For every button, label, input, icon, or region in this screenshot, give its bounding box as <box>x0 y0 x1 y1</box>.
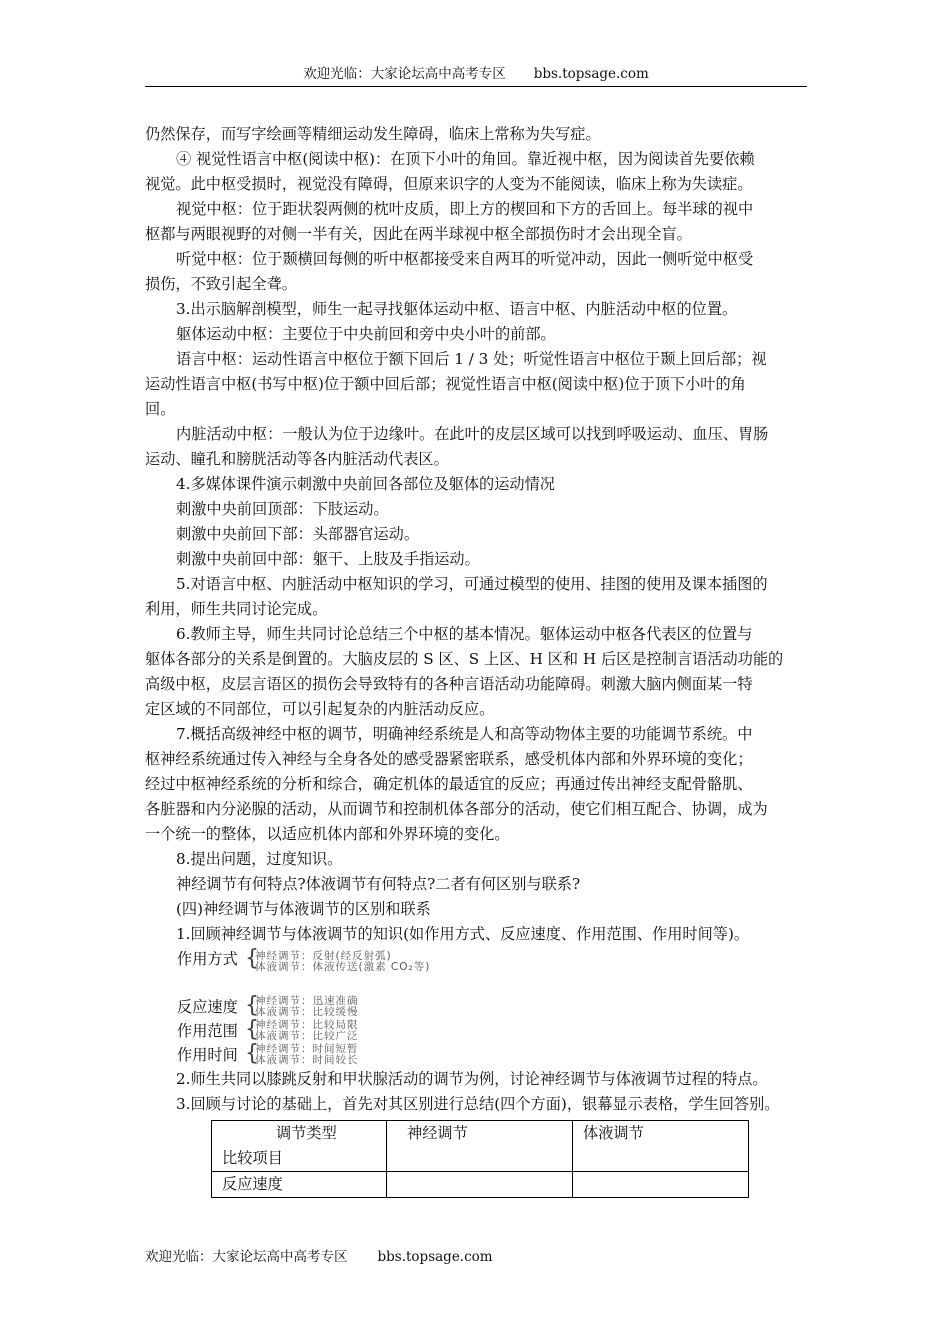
paragraph: 躯体各部分的关系是倒置的。大脑皮层的 S 区、S 上区、H 区和 H 后区是控制言语活动功能的 <box>145 650 784 668</box>
comparison-time <box>145 1043 810 1067</box>
paragraph: 枢神经系统通过传入神经与全身各处的感受器紧密联系，感受机体内部和外界环境的变化； <box>145 750 753 768</box>
comparison-label: 作用方式 <box>177 950 238 968</box>
paragraph: 定区域的不同部位，可以引起复杂的内脏活动反应。 <box>145 700 495 718</box>
paragraph: ④ 视觉性语言中枢(阅读中枢)：在顶下小叶的角回。靠近视中枢，因为阅读首先要依赖 <box>176 150 755 168</box>
paragraph: 各脏器和内分泌腺的活动，从而调节和控制机体各部分的活动，使它们相互配合、协调，成为 <box>145 800 768 818</box>
brace-icon: { <box>245 1041 259 1066</box>
paragraph: 3.出示脑解剖模型，师生一起寻找躯体运动中枢、语言中枢、内脏活动中枢的位置。 <box>176 300 738 318</box>
paragraph: 5.对语言中枢、内脏活动中枢知识的学习，可通过模型的使用、挂图的使用及课本插图的 <box>176 575 768 593</box>
page-header <box>145 62 807 87</box>
comparison-line: 体液调节：时间较长 <box>255 1054 359 1066</box>
table-header-bottom: 比较项目 <box>222 1149 283 1167</box>
comparison-range <box>145 1019 810 1043</box>
comparison-label: 作用时间 <box>177 1046 238 1064</box>
comparison-line: 神经调节：时间短暂 <box>255 1043 359 1055</box>
paragraph: 躯体运动中枢：主要位于中央前回和旁中央小叶的前部。 <box>176 325 556 343</box>
comparison-line: 神经调节：迅速准确 <box>255 995 359 1007</box>
paragraph: 回。 <box>145 400 176 418</box>
paragraph: 刺激中央前回顶部：下肢运动。 <box>176 500 389 518</box>
comparison-line: 体液调节：比较缓慢 <box>255 1006 359 1018</box>
table-header-cell <box>212 1121 387 1172</box>
comparison-label: 作用范围 <box>177 1022 238 1040</box>
paragraph: 枢都与两眼视野的对侧一半有关，因此在两半球视中枢全部损伤时才会出现全盲。 <box>145 225 692 243</box>
paragraph: 运动、瞳孔和膀胱活动等各内脏活动代表区。 <box>145 450 449 468</box>
paragraph: 4.多媒体课件演示刺激中央前回各部位及躯体的运动情况 <box>176 475 555 493</box>
paragraph: 利用，师生共同讨论完成。 <box>145 600 328 618</box>
brace-icon: { <box>245 993 259 1018</box>
table-header-top: 调节类型 <box>276 1124 337 1142</box>
comparison-line: 体液调节：体液传送(激素 CO₂等) <box>255 961 431 973</box>
comparison-lines <box>255 1020 359 1042</box>
paragraph: 语言中枢：运动性语言中枢位于额下回后 1 / 3 处；听觉性语言中枢位于颞上回后部；视 <box>176 350 767 368</box>
comparison-line: 体液调节：比较广泛 <box>255 1030 359 1042</box>
footer-site-link[interactable]: bbs.topsage.com <box>377 1249 493 1265</box>
paragraph: 高级中枢，皮层言语区的损伤会导致特有的各种言语活动功能障碍。刺激大脑内侧面某一特 <box>145 675 753 693</box>
paragraph: 刺激中央前回下部：头部器官运动。 <box>176 525 419 543</box>
paragraph: 一个统一的整体，以适应机体内部和外界环境的变化。 <box>145 825 510 843</box>
paragraph: (四)神经调节与体液调节的区别和联系 <box>176 900 431 918</box>
paragraph: 内脏活动中枢：一般认为位于边缘叶。在此叶的皮层区域可以找到呼吸运动、血压、胃肠 <box>176 425 769 443</box>
header-title: 欢迎光临：大家论坛高中高考专区 <box>303 66 506 82</box>
comparison-line: 神经调节：比较局限 <box>255 1019 359 1031</box>
comparison-lines <box>255 951 430 973</box>
paragraph: 刺激中央前回中部：躯干、上肢及手指运动。 <box>176 550 480 568</box>
document-body <box>145 122 810 1117</box>
paragraph: 8.提出问题，过度知识。 <box>176 850 343 868</box>
paragraph: 仍然保存，而写字绘画等精细运动发生障碍，临床上常称为失写症。 <box>145 125 601 143</box>
paragraph: 视觉中枢：位于距状裂两侧的枕叶皮质，即上方的楔回和下方的舌回上。每半球的视中 <box>176 200 754 218</box>
paragraph: 视觉。此中枢受损时，视觉没有障碍，但原来识字的人变为不能阅读，临床上称为失读症。 <box>145 175 753 193</box>
brace-icon: { <box>245 1017 259 1042</box>
header-site-link[interactable]: bbs.topsage.com <box>533 66 649 82</box>
table-header-cell: 神经调节 <box>387 1121 573 1172</box>
comparison-label: 反应速度 <box>177 998 238 1016</box>
table-row <box>212 1172 749 1198</box>
comparison-mode <box>145 947 810 995</box>
page-footer <box>145 1246 493 1268</box>
comparison-line: 神经调节：反射(经反射弧) <box>255 950 392 962</box>
paragraph: 损伤，不致引起全聋。 <box>145 275 297 293</box>
paragraph: 经过中枢神经系统的分析和综合，确定机体的最适宜的反应；再通过传出神经支配骨骼肌、 <box>145 775 753 793</box>
comparison-lines <box>255 1044 359 1066</box>
table-cell <box>387 1172 573 1198</box>
footer-title: 欢迎光临：大家论坛高中高考专区 <box>145 1249 348 1265</box>
table-row <box>212 1121 749 1172</box>
table-cell <box>573 1172 749 1198</box>
paragraph: 神经调节有何特点?体液调节有何特点?二者有何区别与联系? <box>176 875 581 893</box>
table-header-cell: 体液调节 <box>573 1121 749 1172</box>
comparison-table <box>211 1120 749 1198</box>
paragraph: 3.回顾与讨论的基础上，首先对其区别进行总结(四个方面)，银幕显示表格，学生回答别。 <box>176 1095 780 1113</box>
comparison-speed <box>145 995 810 1019</box>
paragraph: 听觉中枢：位于颞横回每侧的听中枢都接受来自两耳的听觉冲动，因此一侧听觉中枢受 <box>176 250 754 268</box>
paragraph: 6.教师主导，师生共同讨论总结三个中枢的基本情况。躯体运动中枢各代表区的位置与 <box>176 625 753 643</box>
table-cell: 反应速度 <box>212 1172 387 1198</box>
paragraph: 7.概括高级神经中枢的调节，明确神经系统是人和高等动物体主要的功能调节系统。中 <box>176 725 753 743</box>
paragraph: 运动性语言中枢(书写中枢)位于额中回后部；视觉性语言中枢(阅读中枢)位于顶下小叶的角 <box>145 375 746 393</box>
paragraph: 1.回顾神经调节与体液调节的知识(如作用方式、反应速度、作用范围、作用时间等)。 <box>176 925 750 943</box>
paragraph: 2.师生共同以膝跳反射和甲状腺活动的调节为例，讨论神经调节与体液调节过程的特点。 <box>176 1070 768 1088</box>
comparison-lines <box>255 996 359 1018</box>
brace-icon: { <box>245 946 259 971</box>
